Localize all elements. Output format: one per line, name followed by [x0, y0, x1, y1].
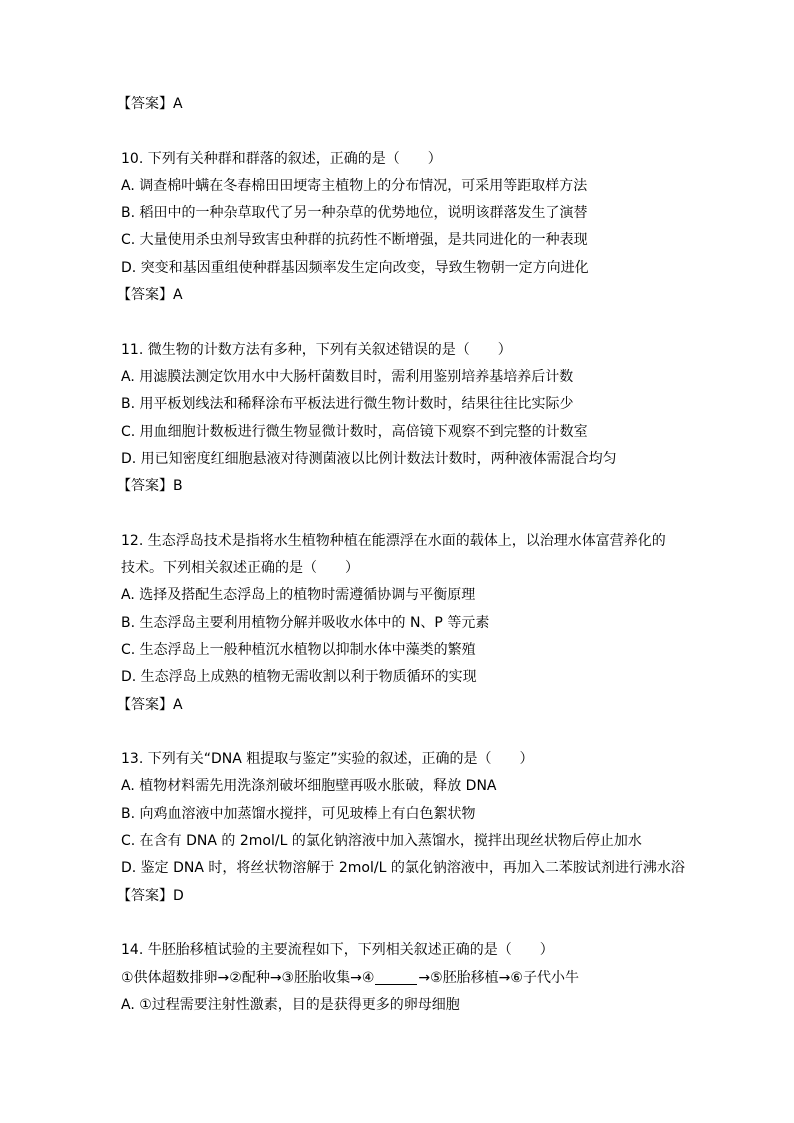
answer: 【答案】A	[117, 696, 183, 713]
answer: 【答案】A	[117, 287, 183, 304]
option-b: B. 稻田中的一种杂草取代了另一种杂草的优势地位，说明该群落发生了演替	[121, 205, 588, 222]
option-a: A. 选择及搭配生态浮岛上的植物时需遵循协调与平衡原理	[121, 587, 476, 604]
question-10	[117, 146, 681, 310]
option-d: D. 用已知密度红细胞悬液对待测菌液以比例计数法计数时，两种液体需混合均匀	[121, 450, 617, 467]
option-a: A. ①过程需要注射性激素，目的是获得更多的卵母细胞	[121, 996, 460, 1013]
question-stem: 13. 下列有关“DNA 粗提取与鉴定”实验的叙述，正确的是（ ）	[121, 751, 534, 768]
question-stem: 11. 微生物的计数方法有多种，下列有关叙述错误的是（ ）	[121, 341, 512, 358]
question-14	[121, 937, 681, 1019]
question-stem: 12. 生态浮岛技术是指将水生植物种植在能漂浮在水面的载体上，以治理水体富营养化的	[121, 532, 666, 549]
option-b: B. 生态浮岛主要利用植物分解并吸收水体中的 N、P 等元素	[121, 614, 490, 631]
option-a: A. 调查棉叶螨在冬春棉田田埂寄主植物上的分布情况，可采用等距取样方法	[121, 177, 588, 194]
fill-in-blank	[375, 970, 417, 985]
option-d: D. 鉴定 DNA 时，将丝状物溶解于 2mol/L 的氯化钠溶液中，再加入二苯胺试剂进行沸水浴	[121, 860, 685, 877]
option-c: C. 生态浮岛上一般种植沉水植物以抑制水体中藻类的繁殖	[121, 641, 476, 658]
option-c: C. 大量使用杀虫剂导致害虫种群的抗药性不断增强，是共同进化的一种表现	[121, 232, 588, 249]
answer-9: 【答案】A	[117, 96, 183, 112]
option-d: D. 生态浮岛上成熟的植物无需收割以利于物质循环的实现	[121, 669, 477, 686]
answer: 【答案】D	[117, 887, 184, 904]
question-13	[117, 746, 685, 910]
question-stem: 14. 牛胚胎移植试验的主要流程如下，下列相关叙述正确的是（ ）	[121, 942, 554, 959]
option-c: C. 用血细胞计数板进行微生物显微计数时，高倍镜下观察不到完整的计数室	[121, 423, 588, 440]
flow-steps-after: →⑤胚胎移植→⑥子代小牛	[418, 969, 579, 986]
flow-steps-before: ①供体超数排卵→②配种→③胚胎收集→④	[121, 969, 375, 986]
option-b: B. 用平板划线法和稀释涂布平板法进行微生物计数时，结果往往比实际少	[121, 396, 574, 413]
process-flow	[121, 965, 681, 992]
option-a: A. 植物材料需先用洗涤剂破坏细胞壁再吸水胀破，释放 DNA	[121, 778, 497, 795]
question-stem-continued: 技术。下列相关叙述正确的是（ ）	[121, 560, 359, 577]
question-11	[117, 337, 681, 501]
option-b: B. 向鸡血溶液中加蒸馏水搅拌，可见玻棒上有白色絮状物	[121, 805, 476, 822]
option-c: C. 在含有 DNA 的 2mol/L 的氯化钠溶液中加入蒸馏水，搅拌出现丝状物后停止加水	[121, 833, 642, 850]
option-d: D. 突变和基因重组使种群基因频率发生定向改变，导致生物朝一定方向进化	[121, 259, 589, 276]
document-page	[117, 91, 685, 1019]
option-a: A. 用滤膜法测定饮用水中大肠杆菌数目时，需利用鉴别培养基培养后计数	[121, 368, 574, 385]
answer: 【答案】B	[117, 478, 183, 495]
question-12	[117, 528, 681, 719]
question-stem: 10. 下列有关种群和群落的叙述，正确的是（ ）	[121, 150, 442, 167]
